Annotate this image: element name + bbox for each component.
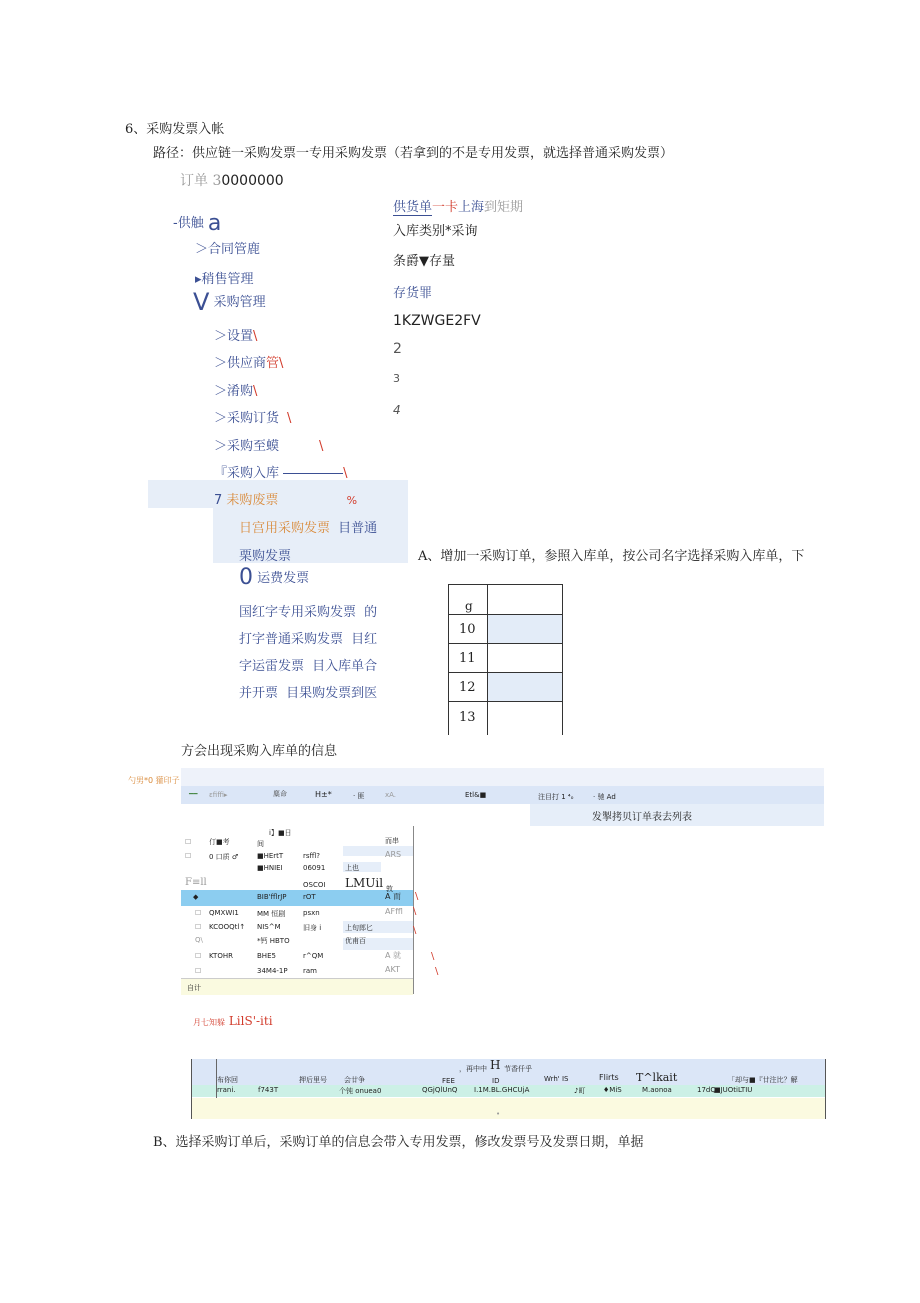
number-table-header: g [465,599,473,613]
stock-code-value: 1KZWGE2FV [393,313,481,329]
shot1-corner-label: 勺男*0 獾印子 [128,776,180,785]
invoice-num: 7 [214,493,223,508]
col-header-date-2: 间 [257,840,264,848]
settings-mark: \ [253,329,258,344]
submenu-red-normal-label: 打字普通采购发票 [239,632,344,647]
submenu-merge-b[interactable] [239,682,377,701]
grid-cell: A 就 [385,951,402,960]
shot1-topbar [181,768,824,786]
menu-item-arrival[interactable] [214,435,323,454]
grid-cell: I.1M.BL.GHCUjA [474,1086,530,1094]
inquiry-mark: \ [253,384,258,399]
inbound-underline [283,473,343,474]
number-table-line [449,614,562,615]
menu-item-settings[interactable] [214,325,257,344]
number-table-cell: 10 [459,622,476,637]
checkbox-icon[interactable]: ☐ [195,909,202,917]
grid-cell: ♦MiS [603,1086,622,1094]
supply-card: 一卡 [432,200,459,215]
grid-cell: ♪町 [574,1087,586,1095]
submenu-merge-label: 目入库单合 [312,659,378,674]
col-header: ，再中中 [459,1065,487,1073]
shot1-title: 发掣拷贝订单表去列表 [592,812,692,823]
checkbox-icon[interactable]: ☐ [195,952,202,960]
number-table-line [449,672,562,673]
number-table-cell: 13 [459,710,476,725]
caption-2-b: LilS'-iti [228,1014,273,1028]
grid-cell: ■HNIEI [257,864,283,872]
col-header: T^lkait [636,1071,678,1084]
grid-cell: rrani. [217,1086,236,1094]
checkbox-icon[interactable]: ☐ [185,852,192,860]
shot1-grid [181,826,417,994]
grid-cell: 敦 [386,885,393,893]
grid-cell: psxn [303,909,320,917]
row-label: Q\ [195,936,203,944]
number-table-divider [487,585,488,735]
order-number: 0000000 [221,173,284,189]
menu-root-icon: a [207,211,222,236]
order-mark: \ [287,411,292,426]
col-header: H [490,1058,501,1072]
menu-item-inquiry[interactable] [214,380,257,399]
row-label: F≡ll [185,877,207,888]
grid-cell: 34M4-1P [257,967,288,975]
grid-cell: 个钝 onuea0 [339,1087,382,1095]
menu-item-purchase-label: 采购管理 [213,295,266,310]
checkbox-icon[interactable]: ☐ [195,923,202,931]
inbound-mark: \ [343,466,348,481]
submenu-red-special-tail: 的 [364,605,378,620]
caption-2-a: 月七知躲 [193,1018,225,1027]
menu-item-sales[interactable]: ▸稍售管理 [195,272,254,287]
grid-cell: 0 口质 ♂ [209,853,239,861]
number-table-cell: 12 [459,680,476,695]
grid-cell: ■JUOtiLTIU [714,1086,753,1094]
red-mark: \ [435,966,439,977]
menu-root[interactable] [173,211,221,236]
supply-date: 到矩期 [484,200,524,215]
grid-cell: KTOHR [209,952,233,960]
grid-cell: 旧身 i [303,924,322,932]
grid-cell: *钙 HBTO [257,937,290,945]
toolbar-item[interactable]: xA. [385,791,397,799]
grid-cell: 06091 [303,864,326,872]
step-a-text: A、增加一采购订单，参照入库单，按公司名字选择采购入库单，下 [418,549,805,564]
col-header: Flirts [599,1073,619,1082]
grid-cell: ram [303,967,317,975]
menu-item-arrival-label: ＞采购至蟆 [214,439,280,454]
row-number-2: 2 [393,341,402,357]
number-table-highlight-2 [488,673,562,701]
menu-item-inbound-label: 『采购入库 [214,466,280,481]
grid-cell: 上也 [345,864,359,872]
col-header: 「却与■『廿注比？解 [728,1076,798,1084]
footer-total-label: 自计 [187,984,201,992]
arrival-mark: \ [319,439,324,454]
number-table-highlight-1 [488,615,562,643]
shot1-footer [181,978,413,995]
toolbar-item[interactable]: ━━ [189,790,198,798]
submenu-merge-b-label: 并开票 [239,686,279,701]
submenu-red-freight[interactable] [239,655,377,674]
order-number-line [180,170,284,190]
menu-item-order[interactable] [214,407,291,426]
grid-cell: KCOOQtl↑ [209,923,246,931]
grid-cell: 优甫百 [345,937,366,945]
barcode-field[interactable]: 条爵▼存量 [393,254,455,269]
submenu-red-normal-tail: 目红 [351,632,378,647]
toolbar-item[interactable]: 注目打 1 ⁴ₒ [538,793,574,801]
submenu-red-special[interactable] [239,601,377,620]
submenu-to-medical-label: 目果购发票到医 [286,686,378,701]
freight-icon: 0 [239,565,253,590]
grid-cell: 上旬郎匕 [345,924,373,932]
row-pointer-icon: ◆ [193,893,199,901]
grid-cell: M.aonoa [642,1086,672,1094]
toolbar-item[interactable]: ɛfiffi▸ [209,791,228,799]
menu-root-label: -供触 [173,216,204,231]
col-header: FEE [442,1077,455,1085]
grid-cell: 17dQ [697,1086,716,1094]
col-header: Wrh' IS [544,1075,569,1083]
toolbar-item[interactable]: · 匪 [353,792,365,800]
menu-item-invoice-label: 耒购废票 [226,493,279,508]
supply-line [393,196,523,215]
stock-code-label: 存货罪 [393,286,433,301]
shot1-toolbar [181,786,824,804]
submenu-freight-label: 运费发票 [257,571,310,586]
grid-cell: f743T [258,1086,279,1094]
inbound-reference-screenshot [181,768,824,998]
red-mark: \ [413,906,417,917]
menu-item-inbound[interactable] [214,462,348,481]
grid-cell: r^QM [303,952,324,960]
col-header: ID [492,1077,500,1085]
grid-cell: AFffl [385,907,403,916]
col-header-date: i】■日 [269,829,292,837]
submenu-special[interactable] [239,517,377,536]
grid-dot: • [496,1110,501,1118]
expand-v-icon: V [193,288,210,316]
grid-cell: QGjQlUnQ [422,1086,458,1094]
step-b-text: B、选择采购订单后，采购订单的信息会带入专用发票，修改发票号及发票日期，单据 [153,1135,644,1150]
submenu-red-special-label: 国红字专用采购发票 [239,605,357,620]
row-number-3: 3 [393,372,400,385]
toolbar-item[interactable]: · 驰 Ad [593,793,616,801]
grid-cell: BHE5 [257,952,276,960]
red-mark: \ [431,951,435,962]
menu-item-contract[interactable]: ＞合同管鹿 [195,242,261,257]
grid-cell-shade [343,846,413,856]
row-number-4: 4 [393,403,401,417]
warehouse-type-field[interactable]: 入库类别*采询 [393,224,478,239]
menu-item-supplier[interactable] [214,352,283,371]
red-mark: \ [413,925,417,936]
checkbox-icon[interactable]: ☐ [195,967,202,975]
toolbar-item[interactable]: Etl&■ [465,791,487,799]
grid-cell: MM 恒剧 [257,910,286,918]
shot2-empty-row [192,1098,825,1119]
grid-cell: rsffl? [303,852,321,860]
menu-item-inquiry-label: ＞淆购 [214,384,254,399]
grid-cell: OSCOI [303,881,326,889]
caption-2 [193,1014,273,1028]
number-table-line [449,643,562,644]
grid-cell: A 而 [385,892,402,901]
shot2-data-row[interactable] [192,1085,825,1097]
invoice-mark: % [346,494,358,507]
section-heading: 6、采购发票入帐 [125,122,225,137]
submenu-special-label: 日宫用采购发票 [239,521,331,536]
grid-cell: ARS [385,850,402,859]
toolbar-item[interactable]: 麋命 [273,790,287,798]
red-mark: \ [415,891,419,902]
submenu-red-normal[interactable] [239,628,377,647]
menu-item-settings-label: ＞设置 [214,329,254,344]
step-a-continued: 方会出现采购入库单的信息 [181,744,338,759]
supply-label: 供货单 [393,200,433,215]
order-label-digit: 3 [208,173,222,189]
number-table [448,584,563,735]
grid-cell: NIS^M [257,923,281,931]
selected-row[interactable] [181,890,413,906]
menu-item-invoice[interactable] [214,489,357,508]
order-label: 订单 [180,173,208,189]
grid-cell: BIB'fflrJP [257,893,287,901]
col-header: 布你回 [217,1076,238,1084]
col-header: 押后里号 [299,1076,327,1084]
submenu-normal-label: 目普通 [338,521,378,536]
invoice-grid-screenshot [191,1059,826,1119]
submenu-red-freight-label: 字运雷发票 [239,659,305,674]
supplier-mark: \ [279,356,284,371]
grid-cell: AKT [385,965,400,974]
supply-city: 上海 [458,200,485,215]
submenu-normal-b[interactable]: 栗购发票 [239,549,292,564]
col-header-order: 仃■考 [209,838,230,846]
submenu-freight[interactable] [239,565,309,590]
supplier-red-char: 管 [266,356,280,371]
section-path: 路径：供应链一采购发票一专用采购发票（若拿到的不是专用发票，就选择普通采购发票） [153,146,674,161]
grid-cell: QMXWI1 [209,909,239,917]
number-table-cell: 11 [459,651,476,666]
shot2-header [192,1059,825,1085]
menu-item-order-label: ＞采购订货 [214,411,280,426]
shot1-title-bar [530,804,824,826]
menu-item-purchase[interactable] [193,288,266,316]
menu-item-supplier-label: ＞供应商 [214,356,267,371]
checkbox-icon[interactable]: ☐ [185,838,192,846]
col-header: 会廿争 [344,1076,365,1084]
number-table-line [449,701,562,702]
grid-cell: LMUil [345,876,384,890]
grid-cell: ■HErtT [257,852,284,860]
col-header: 节香仟乎 [504,1065,532,1073]
col-header-right: 而串 [385,837,399,845]
grid-cell: rOT [303,893,316,901]
toolbar-item[interactable]: H±* [315,790,332,799]
